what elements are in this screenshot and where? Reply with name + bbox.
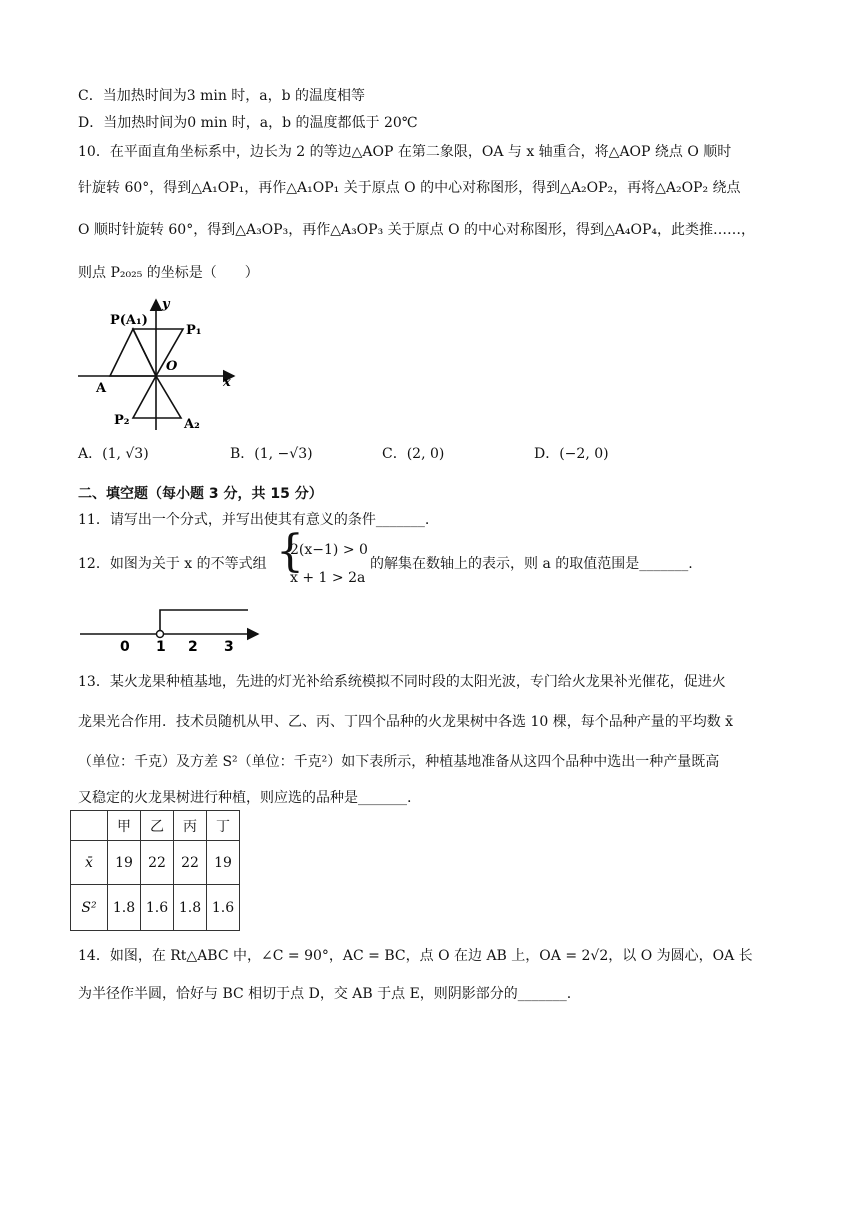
section-title: 二、填空题（每小题 3 分，共 15 分） <box>78 486 323 502</box>
q12-text-post: 的解集在数轴上的表示，则 a 的取值范围是_______. <box>370 556 693 572</box>
q10-option-d: D．(−2, 0) <box>534 446 609 462</box>
table-header-cell: 乙 <box>141 811 174 841</box>
q13-stats-table <box>70 810 240 931</box>
label-p: P(A₁) <box>110 313 148 328</box>
q12-brace: { <box>276 526 304 577</box>
q13-line-2: 龙果光合作用．技术员随机从甲、乙、丙、丁四个品种的火龙果树中各选 10 棵，每个品种产量的平均数 x̄ <box>78 714 734 730</box>
q14-line-2: 为半径作半圆，恰好与 BC 相切于点 D，交 AB 于点 E，则阴影部分的_______. <box>78 986 572 1002</box>
table-cell: 19 <box>207 841 240 885</box>
q12-inequality-1: 2(x−1) > 0 <box>290 542 368 558</box>
table-header-cell <box>71 811 108 841</box>
q10-line-2: 针旋转 60°，得到△A₁OP₁，再作△A₁OP₁ 关于原点 O 的中心对称图形，得到△A₂OP₂，再将△A₂OP₂ 绕点 <box>78 180 741 196</box>
q13-line-3: （单位：千克）及方差 S²（单位：千克²）如下表所示，种植基地准备从这四个品种中选出一种产量既高 <box>78 754 720 770</box>
tick-1: 1 <box>156 639 166 655</box>
tick-0: 0 <box>120 639 130 655</box>
tick-3: 3 <box>224 639 234 655</box>
label-p1: P₁ <box>186 323 202 338</box>
table-cell: 22 <box>141 841 174 885</box>
q10-option-c: C．(2, 0) <box>382 446 445 462</box>
table-header-cell: 丙 <box>174 811 207 841</box>
table-cell: 22 <box>174 841 207 885</box>
table-cell: 19 <box>108 841 141 885</box>
q10-line-1: 10．在平面直角坐标系中，边长为 2 的等边△AOP 在第二象限，OA 与 x 轴重合，将△AOP 绕点 O 顺时 <box>78 144 732 160</box>
option-c: C．当加热时间为3 min 时，a，b 的温度相等 <box>78 88 366 104</box>
table-row-label: S² <box>71 885 108 931</box>
q12-text-pre: 12．如图为关于 x 的不等式组 <box>78 556 267 572</box>
table-row <box>71 841 240 885</box>
table-row-label: x̄ <box>71 841 108 885</box>
q13-line-4: 又稳定的火龙果树进行种植，则应选的品种是_______. <box>78 790 412 806</box>
q10-figure <box>76 296 246 436</box>
table-header-cell: 甲 <box>108 811 141 841</box>
table-cell: 1.8 <box>108 885 141 931</box>
label-a: A <box>96 381 107 396</box>
q12-number-line <box>80 600 270 655</box>
q13-line-1: 13．某火龙果种植基地，先进的灯光补给系统模拟不同时段的太阳光波，专门给火龙果补光催花，促进火 <box>78 674 726 690</box>
q12-inequality-2: x + 1 > 2a <box>290 570 366 586</box>
option-d: D．当加热时间为0 min 时，a，b 的温度都低于 20℃ <box>78 115 418 131</box>
q10-line-3: O 顺时针旋转 60°，得到△A₃OP₃，再作△A₃OP₃ 关于原点 O 的中心对称图形，得到△A₄OP₄，此类推……， <box>78 222 756 238</box>
label-x: x <box>223 375 231 390</box>
table-cell: 1.6 <box>141 885 174 931</box>
table-cell: 1.8 <box>174 885 207 931</box>
q11-text: 11．请写出一个分式，并写出使其有意义的条件_______. <box>78 512 430 528</box>
q10-line-4: 则点 P₂₀₂₅ 的坐标是（ ） <box>78 265 259 281</box>
label-p2: P₂ <box>114 413 130 428</box>
q10-option-b: B．(1, −√3) <box>230 446 313 462</box>
table-header-row <box>71 811 240 841</box>
table-header-cell: 丁 <box>207 811 240 841</box>
table-cell: 1.6 <box>207 885 240 931</box>
label-o: O <box>166 359 178 374</box>
q10-option-a: A．(1, √3) <box>78 446 149 462</box>
label-a2: A₂ <box>184 417 200 432</box>
table-row <box>71 885 240 931</box>
q14-line-1: 14．如图，在 Rt△ABC 中，∠C = 90°，AC = BC，点 O 在边 AB 上，OA = 2√2，以 O 为圆心，OA 长 <box>78 948 753 964</box>
tick-2: 2 <box>188 639 198 655</box>
label-y: y <box>162 297 170 312</box>
